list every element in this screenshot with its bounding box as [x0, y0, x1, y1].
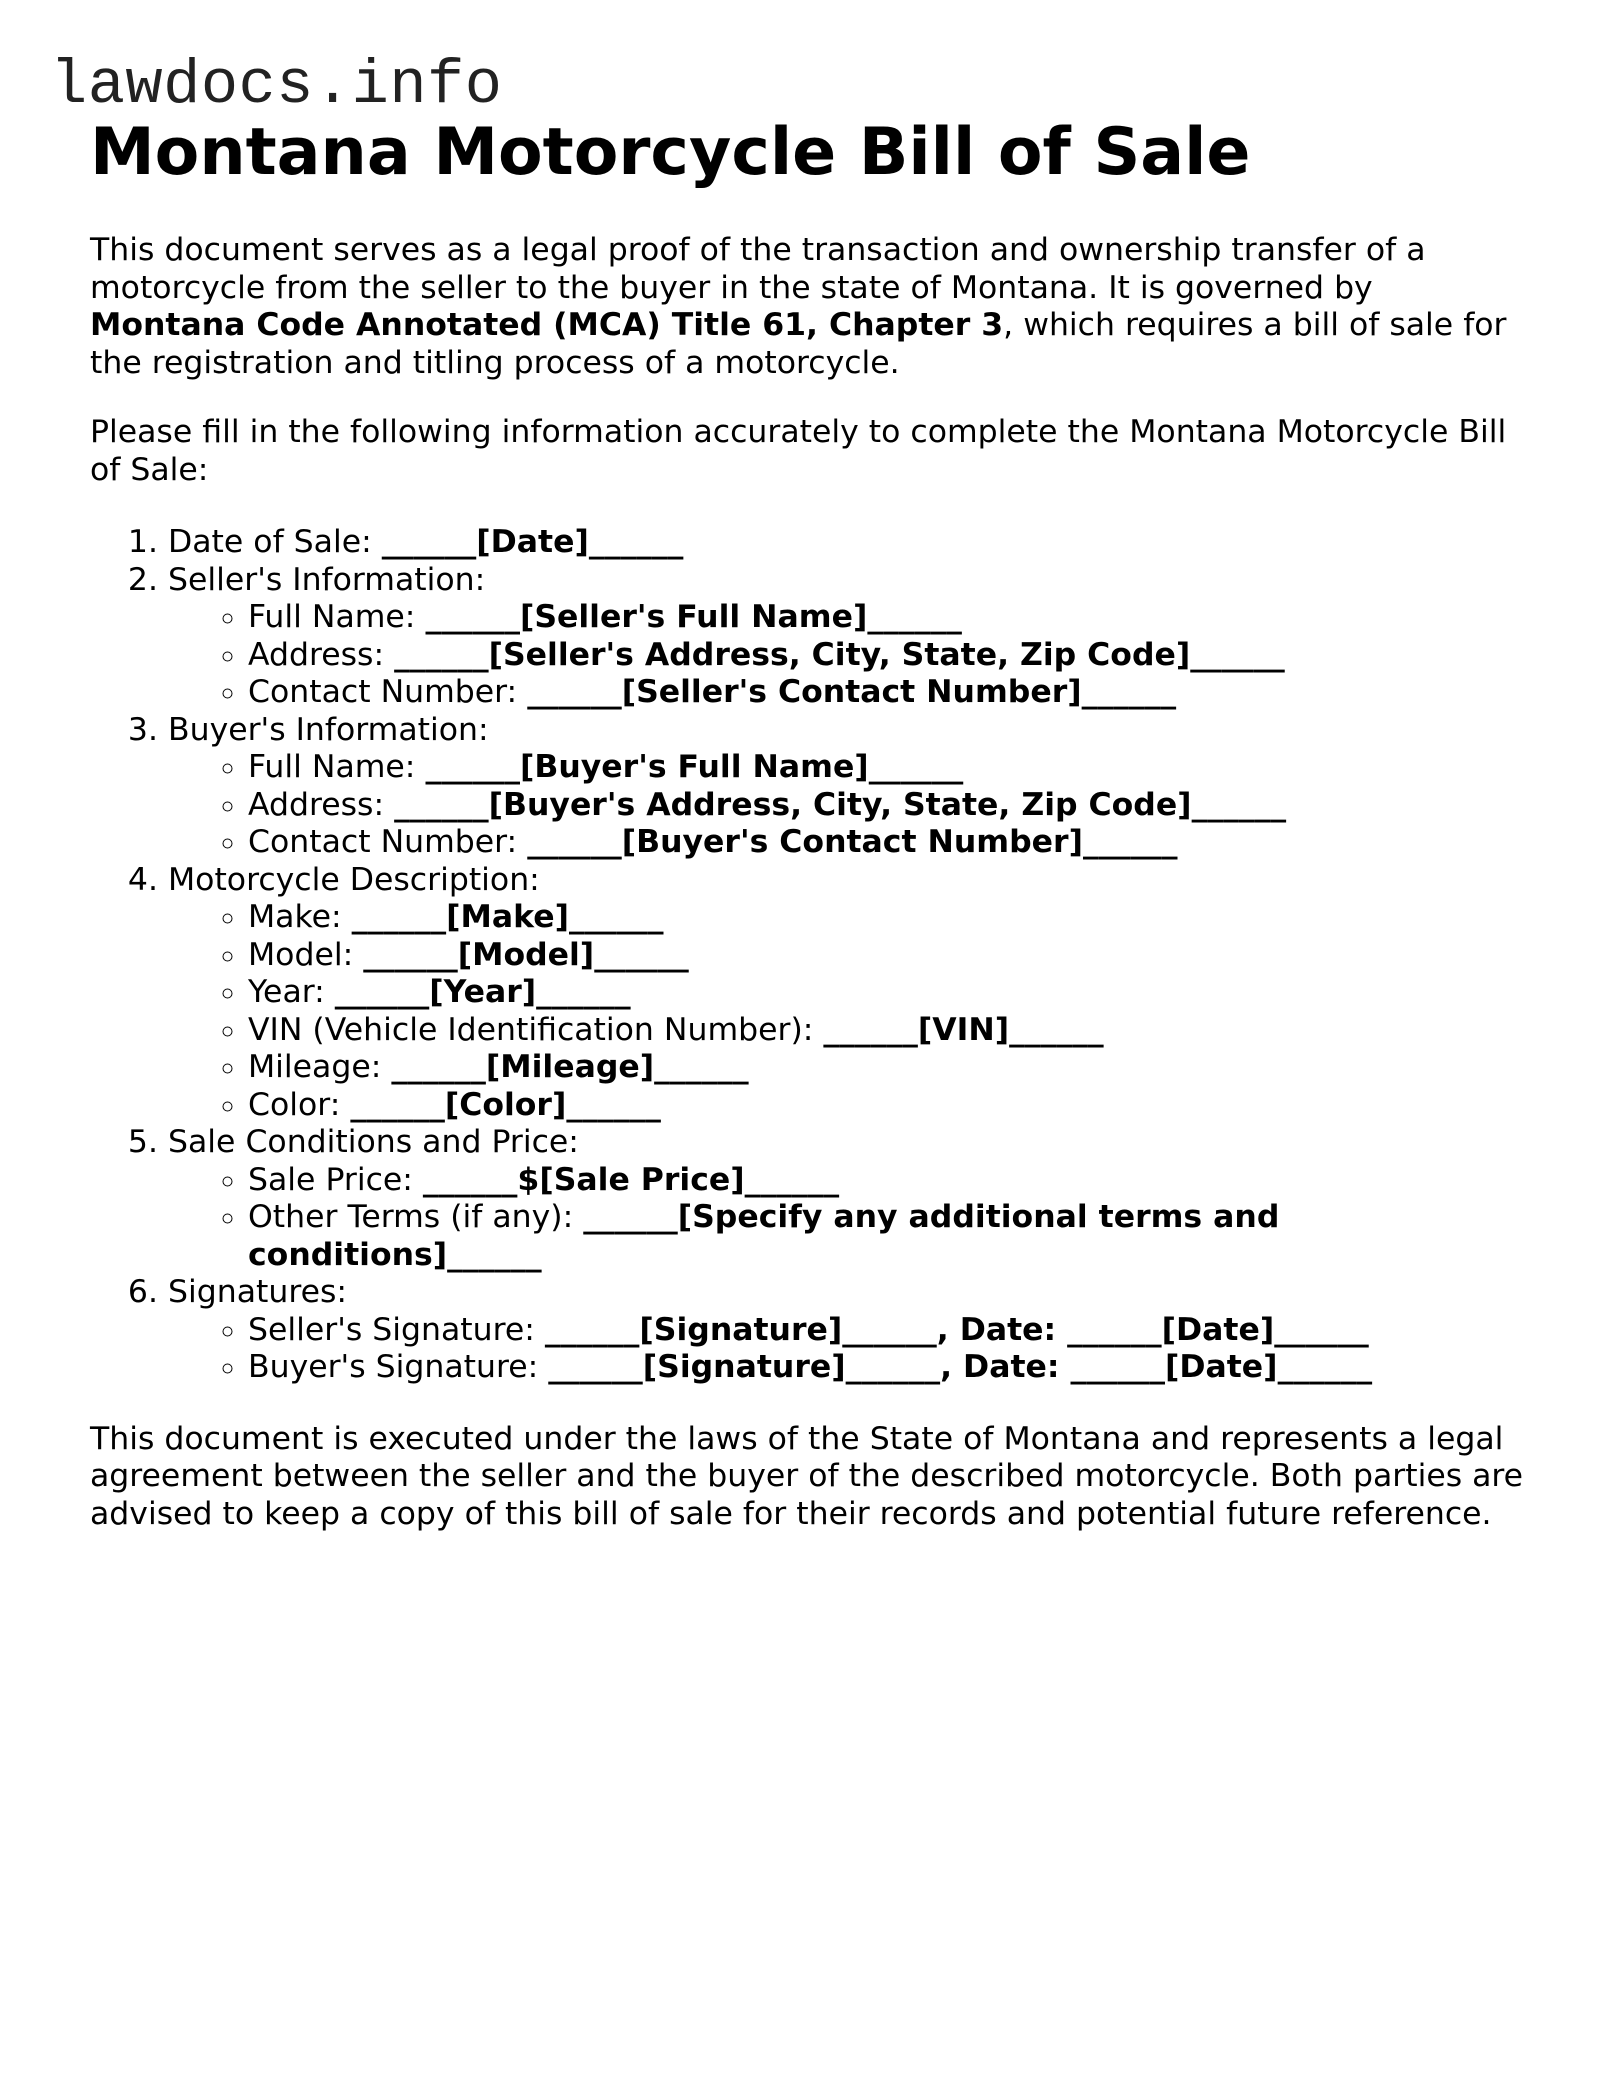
list-item-sale-conditions [168, 1124, 1530, 1274]
seller-contact-item [248, 674, 1530, 712]
other-terms-item [248, 1199, 1530, 1274]
buyer-contact-label: Contact Number: [248, 824, 528, 860]
vin-item [248, 1012, 1530, 1050]
mileage-label: Mileage: [248, 1049, 392, 1085]
mileage-item [248, 1049, 1530, 1087]
seller-full-name-field: ______[Seller's Full Name]______ [425, 599, 962, 635]
year-field: ______[Year]______ [334, 974, 631, 1010]
seller-info-heading: Seller's Information: [168, 561, 486, 598]
seller-info-list [168, 599, 1530, 712]
color-field: ______[Color]______ [350, 1086, 661, 1123]
list-item-seller-info [168, 562, 1530, 712]
mileage-field: ______[Mileage]______ [391, 1049, 749, 1085]
instructions-paragraph: Please fill in the following information accurately to complete the Montana Motorcycle Bill of Sale: [90, 414, 1507, 488]
list-item-motorcycle-description [168, 862, 1530, 1125]
seller-contact-label: Contact Number: [248, 674, 528, 710]
buyer-full-name-item [248, 749, 1530, 787]
sale-price-item [248, 1162, 1530, 1200]
motorcycle-description-heading: Motorcycle Description: [168, 861, 540, 898]
make-field: ______[Make]______ [351, 899, 664, 935]
year-item [248, 974, 1530, 1012]
motorcycle-description-list [168, 899, 1530, 1124]
seller-address-item [248, 637, 1530, 675]
closing-paragraph: This document is executed under the laws of the State of Montana and represents a legal agreement between the seller and the buyer of the described motorcycle. Both parties are advised to keep a copy of this bill of sale for their records and potential future reference. [90, 1420, 1524, 1532]
model-label: Model: [248, 936, 364, 973]
buyer-signature-label: Buyer's Signature: [248, 1349, 549, 1385]
document-title: Montana Motorcycle Bill of Sale [90, 115, 1251, 190]
signatures-heading: Signatures: [168, 1274, 347, 1310]
buyer-address-field: ______[Buyer's Address, City, State, Zip Code]______ [394, 786, 1287, 823]
seller-contact-field: ______[Seller's Contact Number]______ [527, 674, 1177, 710]
seller-address-label: Address: [248, 636, 395, 673]
document-body [90, 112, 1530, 1533]
buyer-address-label: Address: [248, 786, 395, 823]
seller-full-name-label: Full Name: [248, 599, 426, 635]
buyer-full-name-label: Full Name: [248, 749, 426, 785]
intro-paragraph [90, 232, 1530, 382]
buyer-info-list [168, 749, 1530, 862]
intro-text-2: , which requires a bill of sale for the registration and titling process of a motorcycle. [90, 307, 1507, 381]
sale-price-field: ______$[Sale Price]______ [422, 1161, 840, 1198]
sale-price-label: Sale Price: [248, 1161, 423, 1198]
date-of-sale-field: ______[Date]______ [381, 524, 684, 560]
year-label: Year: [248, 974, 335, 1010]
seller-full-name-item [248, 599, 1530, 637]
buyer-signature-field: ______[Signature]______, Date: ______[Date]______ [548, 1349, 1373, 1385]
signatures-list [168, 1312, 1530, 1387]
seller-address-field: ______[Seller's Address, City, State, Zip Code]______ [394, 636, 1285, 673]
vin-label: VIN (Vehicle Identification Number): [248, 1011, 824, 1048]
form-sections-list [90, 524, 1530, 1387]
buyer-signature-item [248, 1349, 1530, 1387]
model-field: ______[Model]______ [363, 936, 689, 973]
seller-signature-item [248, 1312, 1530, 1350]
other-terms-field: ______[Specify any additional terms and conditions]______ [248, 1199, 1280, 1273]
sale-conditions-list [168, 1162, 1530, 1275]
model-item [248, 937, 1530, 975]
buyer-address-item [248, 787, 1530, 825]
color-item [248, 1087, 1530, 1125]
buyer-full-name-field: ______[Buyer's Full Name]______ [425, 749, 964, 785]
list-item-buyer-info [168, 712, 1530, 862]
seller-signature-field: ______[Signature]______, Date: ______[Date]______ [544, 1311, 1369, 1348]
list-item-signatures [168, 1274, 1530, 1387]
seller-signature-label: Seller's Signature: [248, 1311, 545, 1348]
list-item-date-of-sale [168, 524, 1530, 562]
other-terms-label: Other Terms (if any): [248, 1199, 584, 1235]
make-label: Make: [248, 899, 352, 935]
date-of-sale-label: Date of Sale: [168, 524, 382, 560]
buyer-info-heading: Buyer's Information: [168, 711, 489, 748]
buyer-contact-field: ______[Buyer's Contact Number]______ [527, 824, 1178, 860]
sale-conditions-heading: Sale Conditions and Price: [168, 1124, 579, 1160]
intro-text-1: This document serves as a legal proof of the transaction and ownership transfer of a motorcycle from the seller to the buyer in the state of Montana. It is governed by [90, 232, 1426, 306]
buyer-contact-item [248, 824, 1530, 862]
site-logo: lawdocs.info [50, 50, 503, 121]
vin-field: ______[VIN]______ [823, 1011, 1104, 1048]
statute-reference: Montana Code Annotated (MCA) Title 61, Chapter 3 [90, 307, 1004, 343]
color-label: Color: [248, 1086, 351, 1123]
make-item [248, 899, 1530, 937]
